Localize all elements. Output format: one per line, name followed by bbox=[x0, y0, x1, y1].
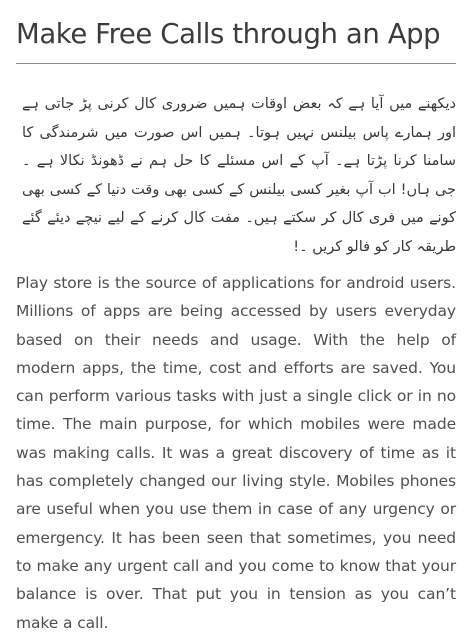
title-divider bbox=[16, 63, 456, 64]
english-body-paragraph: Play store is the source of applications for android users. Millions of apps are being accessed by users everyday based on their needs and usage. With the help of modern apps, the time, cost and efforts are saved. You can perform various tasks with just a single click or in no time. The main purpose, for which mobiles were made was making calls. It was a great discovery of time as it has completely changed our living style. Mobiles phones are useful when you use them in case of any urgency or emergency. It has been seen that sometimes, you need to make any urgent call and you come to know that your balance is over. That put you in tension as you can’t make a call. bbox=[16, 274, 456, 632]
article-title: Make Free Calls through an App bbox=[16, 18, 441, 50]
urdu-intro-paragraph: دیکھنے میں آیا ہے کہ بعض اوقات ہمیں ضروری کال کرنی پڑ جاتی ہے اور ہمارے پاس بیلنس نہیں ہوتا۔ ہمیں اس صورت میں شرمندگی کا سامنا کرنا پڑتا ہے۔ آپ کے اس مسئلے کا حل ہم نے ڈھونڈ نکالا ہے ۔ جی ہاں! اب آپ بغیر کسی بیلنس کے کسی بھی وقت دنیا کے کسی بھی کونے میں فری کال کر سکتے ہیں۔ مفت کال کرنے کے لیے نیچے دیئے گئے طریقہ کار کو فالو کریں ۔! bbox=[22, 96, 456, 255]
